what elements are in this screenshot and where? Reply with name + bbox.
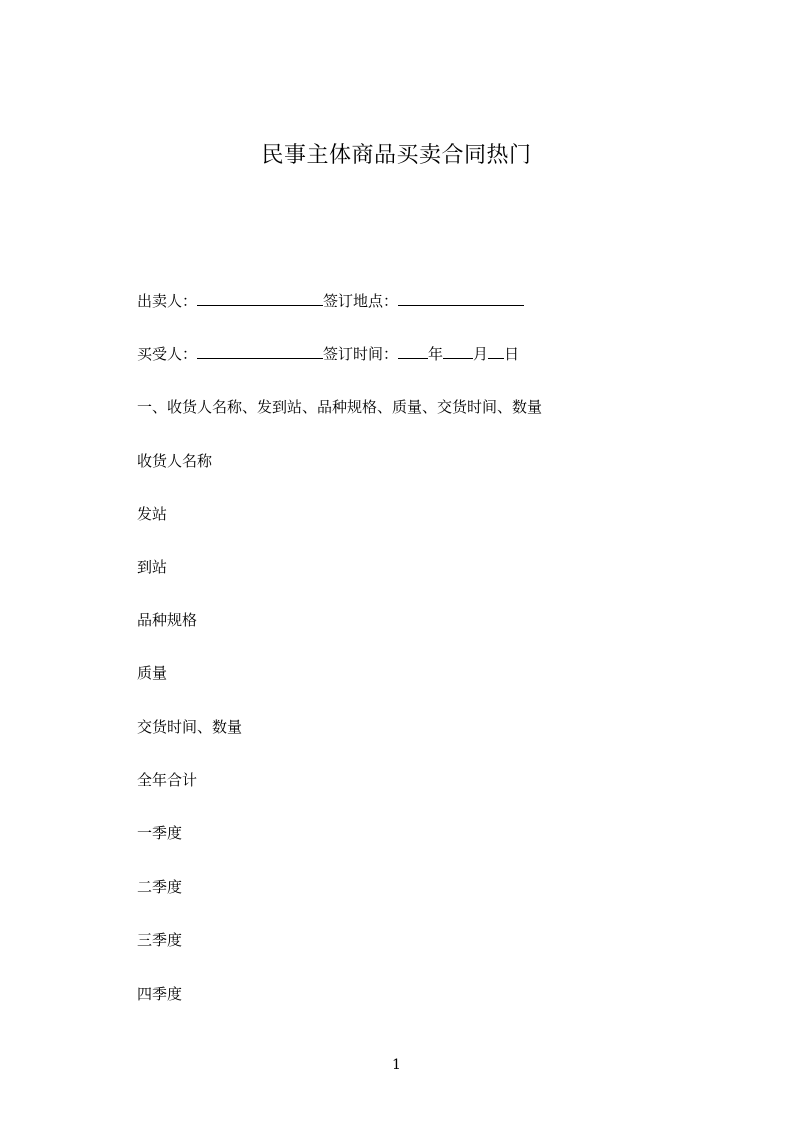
seller-label: 出卖人： (137, 292, 198, 310)
month-blank (443, 344, 473, 359)
sign-place-label: 签订地点： (323, 292, 399, 310)
seller-line (137, 291, 524, 311)
day-blank (488, 344, 504, 359)
document-title: 民事主体商品买卖合同热门 (261, 143, 532, 168)
sign-time-label: 签订时间： (323, 345, 399, 363)
month-label: 月 (473, 345, 489, 363)
section1-heading: 一、收货人名称、发到站、品种规格、质量、交货时间、数量 (137, 398, 543, 416)
item-annual-total: 全年合计 (137, 771, 198, 789)
item-departure-station: 发站 (137, 505, 168, 523)
sign-place-blank (398, 291, 524, 306)
item-quality: 质量 (137, 664, 168, 682)
year-label: 年 (428, 345, 444, 363)
seller-blank (197, 291, 323, 306)
item-specification: 品种规格 (137, 611, 198, 629)
buyer-label: 买受人： (137, 345, 198, 363)
item-q4: 四季度 (137, 985, 183, 1003)
buyer-blank (197, 344, 323, 359)
item-q1: 一季度 (137, 824, 183, 842)
item-consignee-name: 收货人名称 (137, 452, 213, 470)
year-blank (398, 344, 428, 359)
day-label: 日 (504, 345, 520, 363)
item-q2: 二季度 (137, 878, 183, 896)
page-number: 1 (392, 1057, 401, 1073)
item-arrival-station: 到站 (137, 558, 168, 576)
item-delivery-time-quantity: 交货时间、数量 (137, 718, 243, 736)
item-q3: 三季度 (137, 931, 183, 949)
buyer-line (137, 344, 519, 364)
